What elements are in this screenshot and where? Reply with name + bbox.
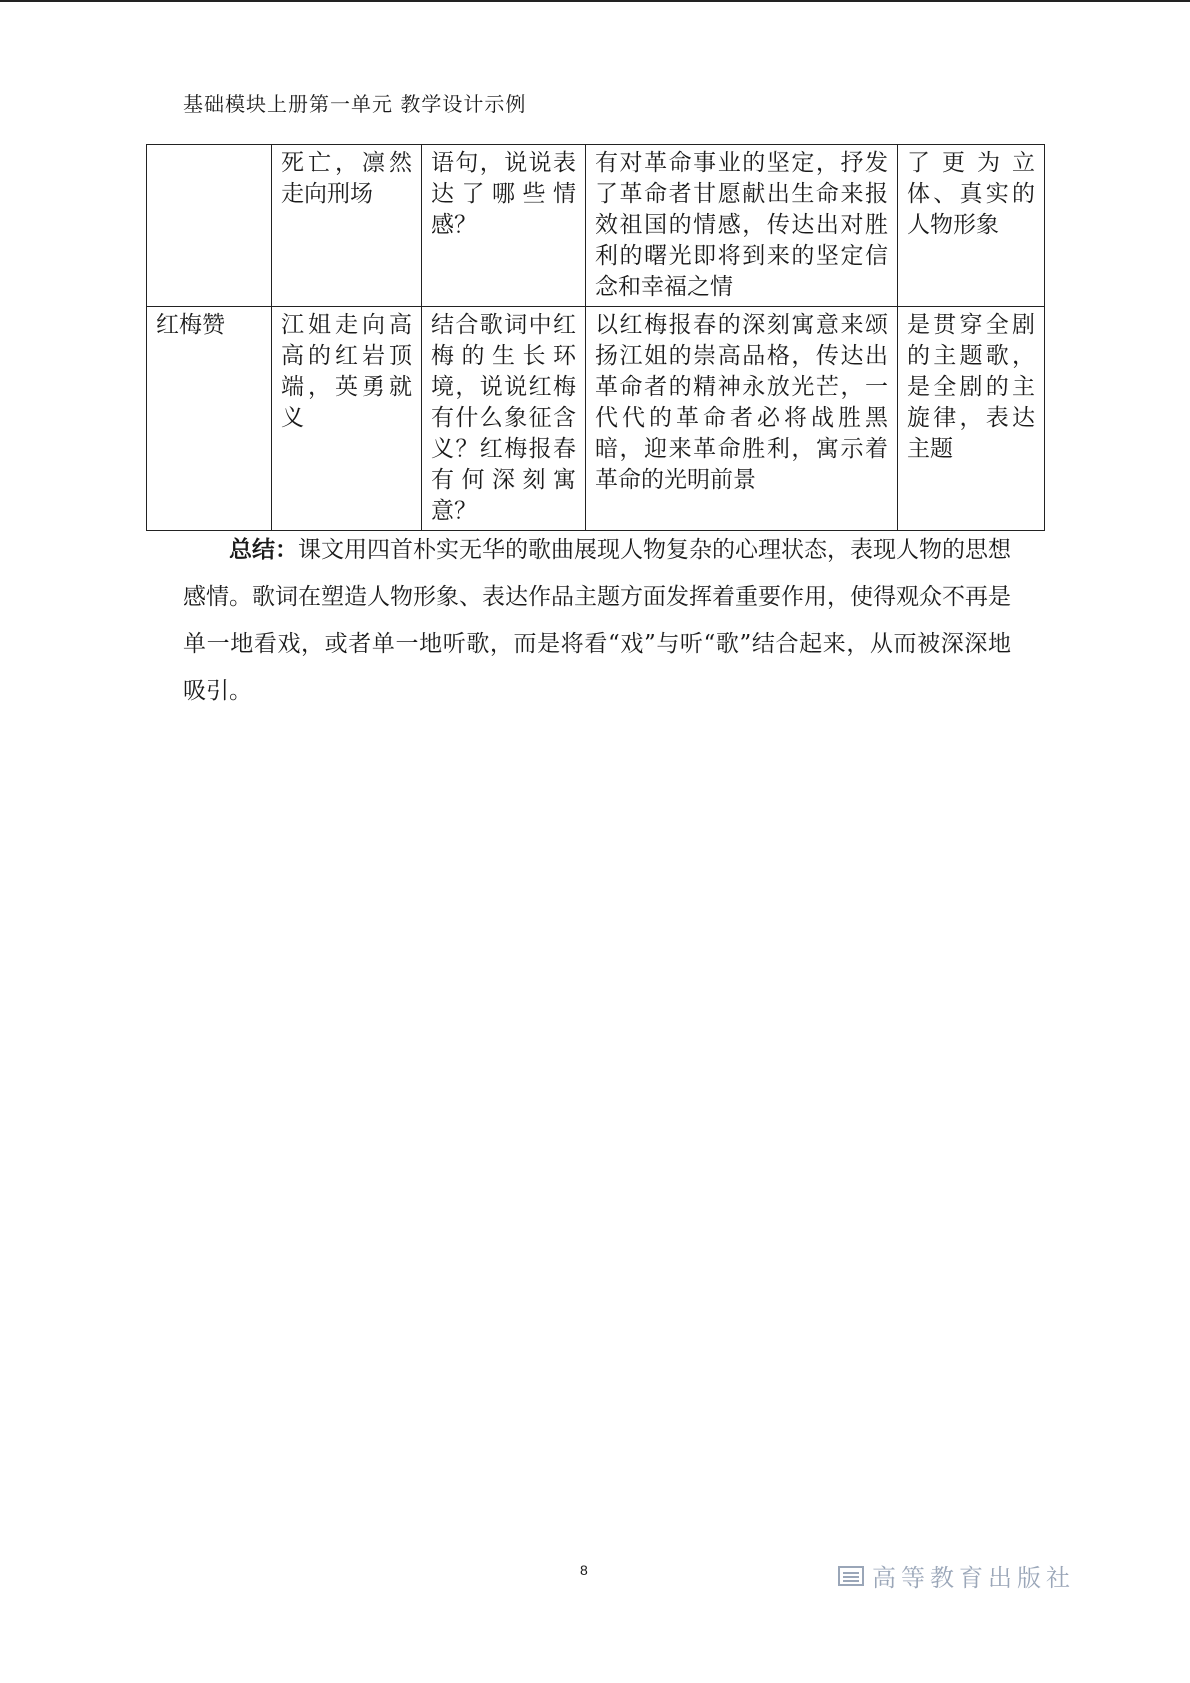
- table-row: [147, 145, 1045, 307]
- content-cell: 有对革命事业的坚定，抒发了革命者甘愿献出生命来报效祖国的情感，传达出对胜利的曙光即将到来的坚定信念和幸福之情: [586, 145, 898, 307]
- top-rule: [0, 0, 1190, 2]
- content-cell: 以红梅报春的深刻寓意来颂扬江姐的崇高品格，传达出革命者的精神永放光芒，一代代的革命者必将战胜黑暗，迎来革命胜利，寓示着革命的光明前景: [586, 307, 898, 531]
- summary-label: 总结：: [229, 537, 298, 563]
- publisher-name: 高等教育出版社: [872, 1564, 1075, 1592]
- lesson-table: [146, 144, 1045, 531]
- publisher-logo: [838, 1558, 1075, 1593]
- page-number: 8: [580, 1562, 588, 1578]
- role-cell: 是贯穿全剧的主题歌，是全剧的主旋律，表达主题: [898, 307, 1045, 531]
- song-cell: 红梅赞: [147, 307, 272, 531]
- publisher-emblem-icon: [838, 1565, 864, 1587]
- role-cell: 了更为立体、真实的人物形象: [898, 145, 1045, 307]
- scene-cell: 死亡，凛然走向刑场: [272, 145, 422, 307]
- question-cell: 语句，说说表达了哪些情感？: [422, 145, 586, 307]
- page-header: 基础模块上册第一单元 教学设计示例: [183, 92, 527, 116]
- song-cell: [147, 145, 272, 307]
- summary-paragraph: [183, 527, 1011, 715]
- question-cell: 结合歌词中红梅的生长环境，说说红梅有什么象征含义？红梅报春有何深刻寓意？: [422, 307, 586, 531]
- scene-cell: 江姐走向高高的红岩顶端，英勇就义: [272, 307, 422, 531]
- summary-text: 课文用四首朴实无华的歌曲展现人物复杂的心理状态，表现人物的思想感情。歌词在塑造人物形象、表达作品主题方面发挥着重要作用，使得观众不再是单一地看戏，或者单一地听歌，而是将看“戏”与听“歌”结合起来，从而被深深地吸引。: [183, 537, 1011, 704]
- table-row: [147, 307, 1045, 531]
